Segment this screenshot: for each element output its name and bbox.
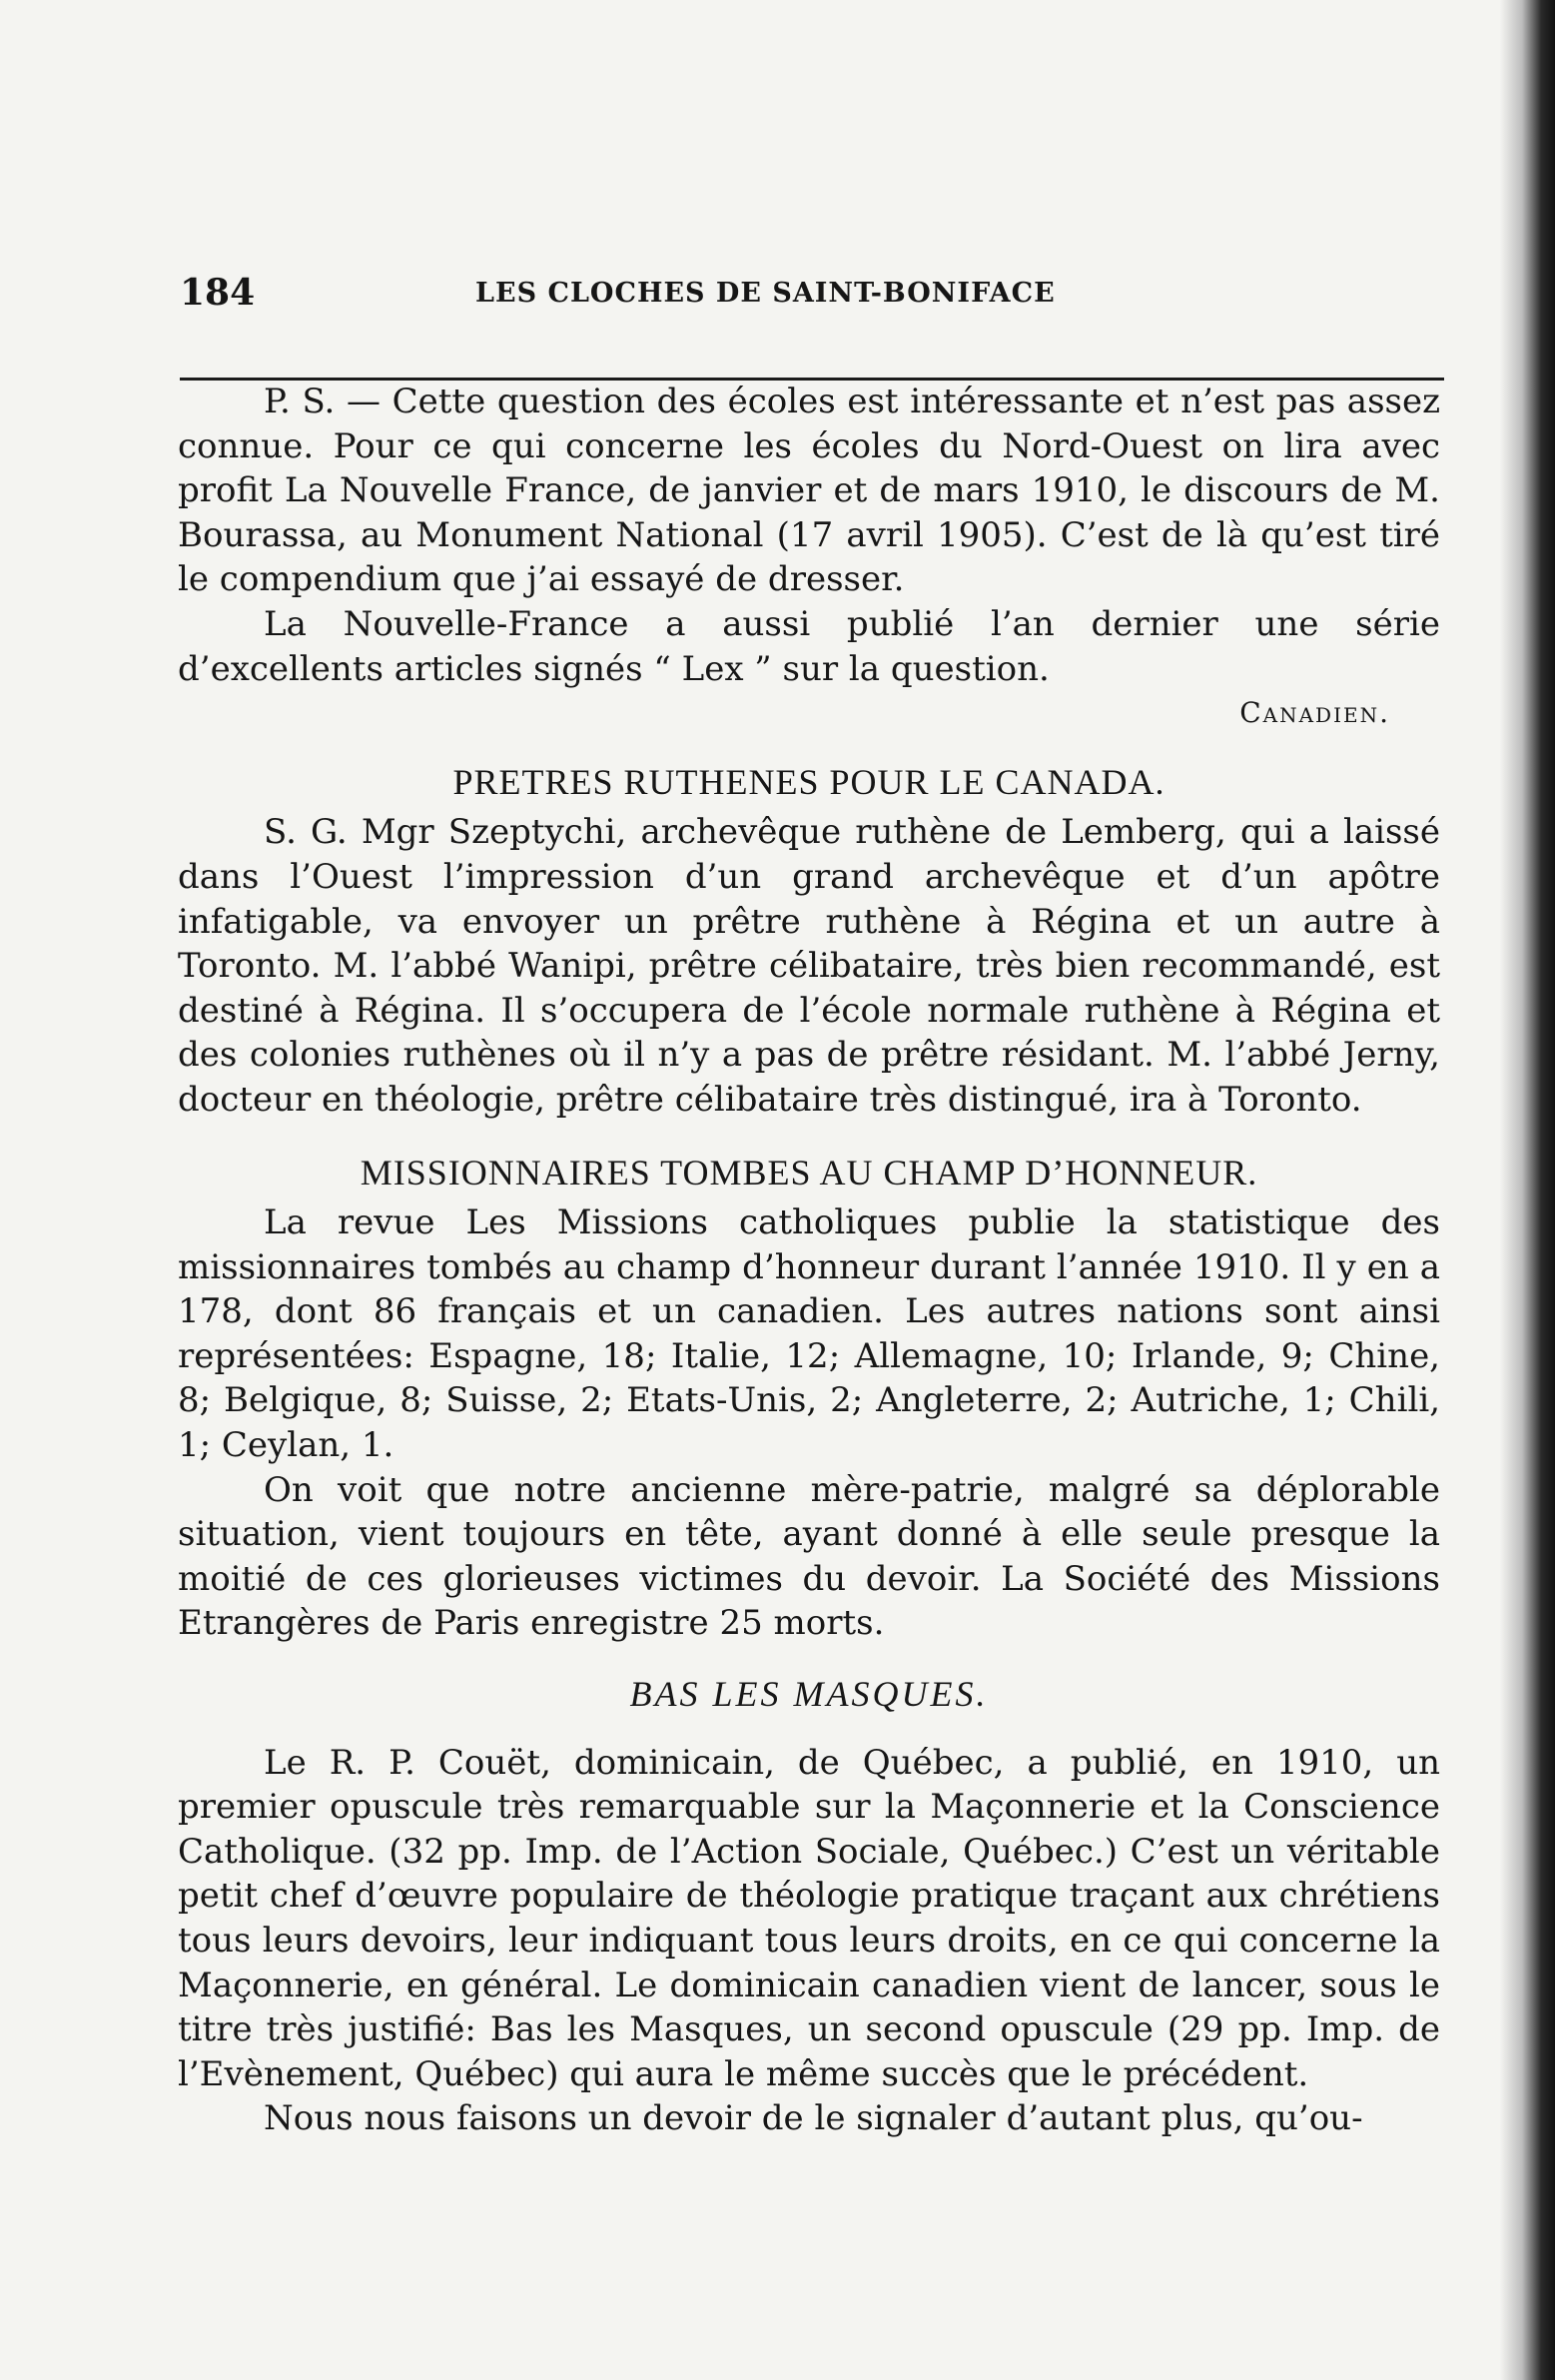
section-title: PRETRES RUTHENES POUR LE CANADA.: [452, 761, 1166, 802]
ps-paragraph: La Nouvelle-France a aussi publié l’an dernier une série d’excellents articles signés “ Lex ” sur la question.: [178, 603, 1440, 689]
page-number: 184: [180, 272, 256, 314]
section-paragraph: Nous nous faisons un devoir de le signaler d’autant plus, qu’ou-: [264, 2098, 1363, 2139]
signature: Canadien.: [1239, 696, 1390, 730]
section-paragraph: La revue Les Missions catholiques publie la statistique des missionnaires tombés au champ d’honneur durant l’année 1910. Il y en a 178, dont 86 français et un canadien. Les autres nations sont ainsi représentées: Espagne, 18; Italie, 12; Allemagne, 10; Irlande, 9; Chine, 8; Belgique, 8; Suisse, 2; Etats-Unis, 2; Angleterre, 2; Autriche, 1; Chili, 1; Ceylan, 1.: [178, 1202, 1440, 1466]
ps-paragraph: P. S. — Cette question des écoles est intéressante et n’est pas assez connue. Pour ce qui concerne les écoles du Nord-Ouest on lira avec profit La Nouvelle France, de janvier et de mars 1910, le discours de M. Bourassa, au Monument National (17 avril 1905). C’est de là qu’est tiré le compendium que j’ai essayé de dresser.: [178, 382, 1440, 600]
page-header: [180, 272, 1440, 312]
running-title: LES CLOCHES DE SAINT-BONIFACE: [475, 278, 1056, 309]
page-body: [178, 380, 1440, 2141]
section-title: MISSIONNAIRES TOMBES AU CHAMP D’HONNEUR.: [360, 1152, 1258, 1192]
section-paragraph: Le R. P. Couët, dominicain, de Québec, a publié, en 1910, un premier opuscule très remarquable sur la Maçonnerie et la Conscience Catholique. (32 pp. Imp. de l’Action Sociale, Québec.) C’est un véritable petit chef d’œuvre populaire de théologie pratique traçant aux chrétiens tous leurs devoirs, leur indiquant tous leurs droits, en ce qui concerne la Maçonnerie, en général. Le dominicain canadien vient de lancer, sous le titre très justifié: Bas les Masques, un second opuscule (29 pp. Imp. de l’Evènement, Québec) qui aura le même succès que le précédent.: [178, 1742, 1440, 2094]
section-title: BAS LES MASQUES.: [629, 1674, 989, 1715]
section-paragraph: S. G. Mgr Szeptychi, archevêque ruthène de Lemberg, qui a laissé dans l’Ouest l’impression d’un grand archevêque et d’un apôtre infatigable, va envoyer un prêtre ruthène à Régina et un autre à Toronto. M. l’abbé Wanipi, prêtre célibataire, très bien recommandé, est destiné à Régina. Il s’occupera de l’école normale ruthène à Régina et des colonies ruthènes où il n’y a pas de prêtre résidant. M. l’abbé Jerny, docteur en théologie, prêtre célibataire très distingué, ira à Toronto.: [178, 812, 1440, 1120]
section-paragraph: On voit que notre ancienne mère-patrie, malgré sa déplorable situation, vient toujours en tête, ayant donné à elle seule presque la moitié de ces glorieuses victimes du devoir. La Société des Missions Etrangères de Paris enregistre 25 morts.: [178, 1469, 1440, 1644]
page-edge-shadow: [1500, 0, 1555, 2380]
